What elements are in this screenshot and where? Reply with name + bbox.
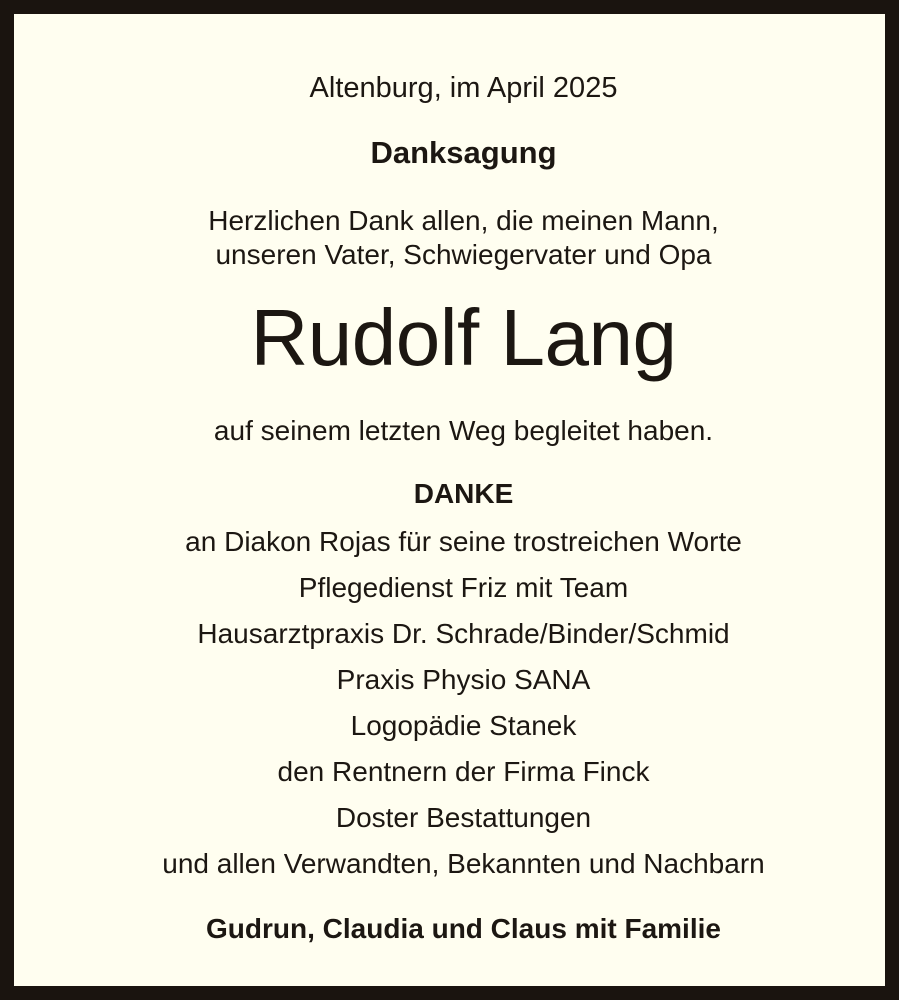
thanks-list-item: Doster Bestattungen bbox=[335, 802, 592, 833]
notice-heading: Danksagung bbox=[370, 135, 557, 170]
intro-line-2: unseren Vater, Schwiegervater und Opa bbox=[215, 239, 712, 270]
place-date: Altenburg, im April 2025 bbox=[309, 72, 618, 104]
thanks-list bbox=[14, 519, 899, 887]
thanks-list-item: Hausarztpraxis Dr. Schrade/Binder/Schmid bbox=[197, 618, 730, 649]
thanks-list-item: und allen Verwandten, Bekannten und Nachbarn bbox=[162, 848, 765, 879]
thanks-list-item: an Diakon Rojas für seine trostreichen Worte bbox=[185, 526, 742, 557]
thanks-list-item: Logopädie Stanek bbox=[350, 710, 577, 741]
thanks-list-item: Praxis Physio SANA bbox=[336, 664, 591, 695]
intro-line-1: Herzlichen Dank allen, die meinen Mann, bbox=[208, 205, 719, 236]
outro-line: auf seinem letzten Weg begleitet haben. bbox=[213, 415, 714, 446]
thanks-heading: DANKE bbox=[413, 478, 514, 509]
signature: Gudrun, Claudia und Claus mit Familie bbox=[206, 913, 721, 944]
deceased-name: Rudolf Lang bbox=[250, 293, 677, 382]
thanks-list-item: den Rentnern der Firma Finck bbox=[277, 756, 650, 787]
thanks-list-item: Pflegedienst Friz mit Team bbox=[298, 572, 629, 603]
